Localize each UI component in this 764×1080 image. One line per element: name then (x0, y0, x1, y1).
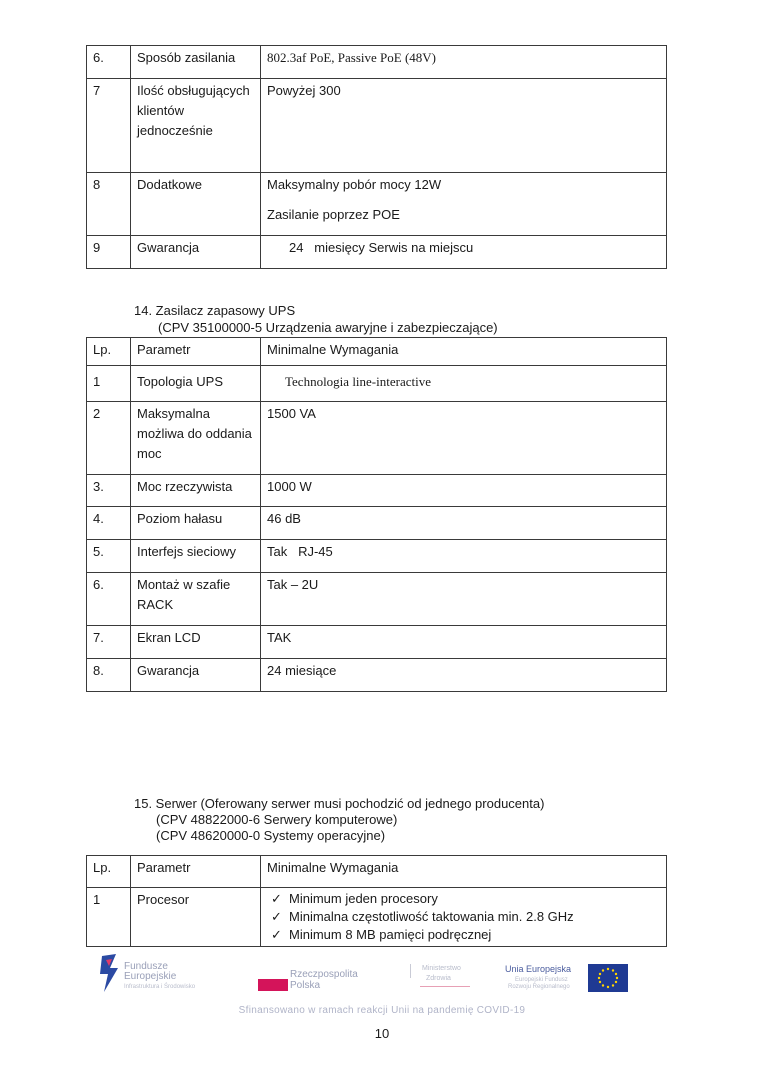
table-row (87, 659, 667, 692)
table-row (87, 475, 667, 507)
table-header-row (87, 856, 667, 888)
param-cell: Topologia UPS (131, 366, 261, 402)
lp-cell: 5. (87, 540, 131, 573)
value-cell: 802.3af PoE, Passive PoE (48V) (261, 46, 667, 79)
header-value: Minimalne Wymagania (261, 338, 667, 366)
list-item: ✓ Minimum 8 MB pamięci podręcznej (271, 927, 492, 942)
table-row (87, 236, 667, 269)
check-icon: ✓ (271, 909, 282, 924)
footer-logos (90, 950, 690, 1000)
section-15-cpv-1: (CPV 48822000-6 Serwery komputerowe) (156, 812, 398, 827)
value-line: Maksymalny pobór mocy 12W (267, 177, 442, 192)
fundusze-europejskie-logo-icon (98, 954, 120, 992)
lp-cell: 6. (87, 573, 131, 626)
page-number: 10 (374, 1026, 390, 1041)
value-cell: 1500 VA (261, 402, 667, 475)
param-cell: Moc rzeczywista (131, 475, 261, 507)
lp-cell: 8. (87, 659, 131, 692)
ministry-emblem-icon (410, 964, 417, 978)
check-icon: ✓ (271, 927, 282, 942)
section-14-title: 14. Zasilacz zapasowy UPS (134, 303, 296, 318)
check-icon: ✓ (271, 891, 282, 906)
value-cell: 46 dB (261, 507, 667, 540)
ministry-underline (420, 986, 470, 987)
value-cell (261, 888, 667, 947)
value-cell: Tak RJ-45 (261, 540, 667, 573)
table-row (87, 173, 667, 236)
param-cell: Sposób zasilania (131, 46, 261, 79)
table-row (87, 46, 667, 79)
value-cell: 24 miesięcy Serwis na miejscu (261, 236, 667, 269)
value-line: Zasilanie poprzez POE (267, 207, 400, 222)
polish-flag-icon (258, 979, 288, 991)
table-row (87, 573, 667, 626)
logo3-line1: Ministerstwo (422, 965, 461, 972)
param-cell: Montaż w szafie RACK (131, 573, 261, 626)
section-14-cpv: (CPV 35100000-5 Urządzenia awaryjne i zabezpieczające) (158, 320, 498, 335)
lp-cell: 1 (87, 366, 131, 402)
param-cell: Ekran LCD (131, 626, 261, 659)
value-cell: Technologia line-interactive (261, 366, 667, 402)
param-cell: Gwarancja (131, 659, 261, 692)
table-row (87, 366, 667, 402)
list-item: ✓ Minimalna częstotliwość taktowania min. 2.8 GHz (271, 909, 574, 924)
logo2-line1: Rzeczpospolita (290, 969, 358, 980)
logo1-line2: Europejskie (124, 971, 177, 982)
lp-cell: 2 (87, 402, 131, 475)
logo4-line1: Unia Europejska (505, 964, 572, 974)
header-param: Parametr (131, 856, 261, 888)
table-header-row (87, 338, 667, 366)
param-cell: Poziom hałasu (131, 507, 261, 540)
lp-cell: 7 (87, 79, 131, 173)
logo3-line2: Zdrowia (426, 975, 451, 982)
header-lp: Lp. (87, 856, 131, 888)
logo4-line3: Rozwoju Regionalnego (508, 984, 570, 990)
lp-cell: 4. (87, 507, 131, 540)
param-cell: Dodatkowe (131, 173, 261, 236)
table-row (87, 402, 667, 475)
logo2-line2: Polska (290, 980, 321, 991)
param-cell: Interfejs sieciowy (131, 540, 261, 573)
table-continued (86, 45, 667, 269)
value-cell: TAK (261, 626, 667, 659)
lp-cell: 6. (87, 46, 131, 79)
table-row (87, 540, 667, 573)
lp-cell: 3. (87, 475, 131, 507)
value-cell: 1000 W (261, 475, 667, 507)
param-cell: Maksymalna możliwa do oddania moc (131, 402, 261, 475)
lp-cell: 1 (87, 888, 131, 947)
list-item: ✓ Minimum jeden procesory (271, 891, 438, 906)
param-cell: Ilość obsługujących klientów jednocześnie (131, 79, 261, 173)
funding-note: Sfinansowano w ramach reakcji Unii na pandemię COVID-19 (238, 1005, 526, 1016)
eu-flag-icon (588, 964, 628, 992)
value-cell: 24 miesiące (261, 659, 667, 692)
section-15-title: 15. Serwer (Oferowany serwer musi pochodzić od jednego producenta) (134, 796, 545, 811)
ups-table (86, 337, 667, 692)
value-cell: Powyżej 300 (261, 79, 667, 173)
lp-cell: 9 (87, 236, 131, 269)
param-cell: Procesor (131, 888, 261, 947)
section-15-cpv-2: (CPV 48620000-0 Systemy operacyjne) (156, 828, 386, 843)
logo1-line3: Infrastruktura i Środowisko (124, 984, 196, 990)
lp-cell: 8 (87, 173, 131, 236)
server-table (86, 855, 667, 947)
lp-cell: 7. (87, 626, 131, 659)
value-cell: Tak – 2U (261, 573, 667, 626)
logo4-line2: Europejski Fundusz (515, 977, 568, 983)
header-value: Minimalne Wymagania (261, 856, 667, 888)
header-lp: Lp. (87, 338, 131, 366)
table-row (87, 888, 667, 947)
value-cell (261, 173, 667, 236)
table-row (87, 79, 667, 173)
param-cell: Gwarancja (131, 236, 261, 269)
header-param: Parametr (131, 338, 261, 366)
logo1-line1: Fundusze (124, 961, 168, 972)
table-row (87, 626, 667, 659)
table-row (87, 507, 667, 540)
